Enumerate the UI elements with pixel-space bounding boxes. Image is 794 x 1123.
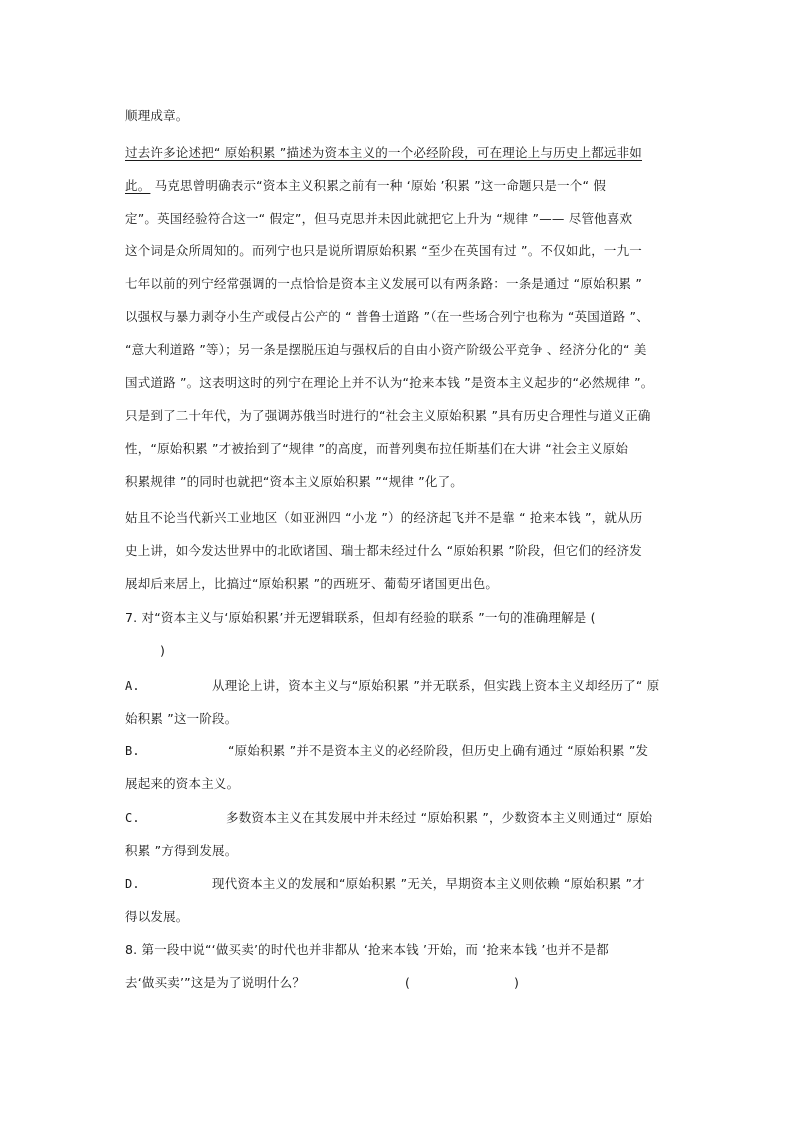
option-a-text: 从理论上讲，资本主义与“原始积累 ”并无联系，但实践上资本主义却经历了“ 原 [212, 678, 660, 693]
passage-line: 展却后来居上，比搞过“原始积累 ”的西班牙、葡萄牙诸国更出色。 [125, 576, 499, 591]
passage-line: 以强权与暴力剥夺小生产或侵占公产的 “ 普鲁士道路 ”（在一些场合列宁也称为 “英国道路 ”、 [125, 309, 649, 324]
passage-line: 定”。英国经验符合这一“ 假定”，但马克思并未因此就把它上升为 “规律 ”—— 尽管他喜欢 [125, 211, 633, 226]
option-d [125, 876, 140, 892]
question-8-blank-open: ( [405, 975, 411, 990]
option-c-letter: C. [125, 811, 140, 825]
option-b-text-cont: 展起来的资本主义。 [125, 776, 240, 791]
passage-line: “意大利道路 ”等）；另一条是摆脱压迫与强权后的自由小资产阶级公平竞争 、经济分化的“ 美 [125, 342, 647, 357]
question-8-stem: 8. 第一段中说“‘做买卖’的时代也并非都从 ‘抢来本钱 ’开始，而 ‘抢来本钱 ’也并不是都 [125, 942, 610, 957]
passage-line: 史上讲，如今发达世界中的北欧诸国、瑞士都未经过什么 “原始积累 ”阶段，但它们的经济发 [125, 543, 643, 558]
passage-line: 这个词是众所周知的。而列宁也只是说所谓原始积累 “至少在英国有过 ”。不仅如此，一九一 [125, 243, 643, 258]
passage-paragraph-1-line-1 [125, 145, 642, 161]
passage-line: 性，“原始积累 ”才被抬到了“规律 ”的高度，而普列奥布拉任斯基们在大讲 “社会主义原始 [125, 441, 629, 456]
option-a-letter: A. [125, 679, 140, 693]
question-7-stem: 7. 对“资本主义与‘原始积累’并无逻辑联系，但却有经验的联系 ”一句的准确理解是 ( [125, 610, 596, 625]
passage-text: 马克思曾明确表示“资本主义积累之前有一种 ‘原始 ’积累 ”这一命题只是一个“ 假 [150, 178, 607, 193]
option-d-letter: D. [125, 877, 140, 891]
option-d-text: 现代资本主义的发展和“原始积累 ”无关，早期资本主义则依赖 “原始积累 ”才 [212, 876, 645, 891]
passage-line: 七年以前的列宁经常强调的一点恰恰是资本主义发展可以有两条路：一条是通过 “原始积累 ” [125, 276, 643, 291]
option-b-text: “原始积累 ”并不是资本主义的必经阶段，但历史上确有通过 “原始积累 ”发 [228, 743, 649, 758]
question-8-stem-cont: 去‘做买卖’”这是为了说明什么？ [125, 975, 306, 990]
passage-line: 顺理成章。 [125, 108, 189, 123]
passage-paragraph-1-line-2 [125, 178, 606, 194]
option-c-text-cont: 积累 ”方得到发展。 [125, 843, 238, 858]
question-8-blank-close: ) [514, 975, 520, 990]
option-b-letter: B. [125, 744, 140, 758]
underlined-sentence-end: 此。 [125, 178, 151, 193]
underlined-sentence: 过去许多论述把“ 原始积累 ”描述为资本主义的一个必经阶段，可在理论上与历史上都远非如 [125, 145, 643, 160]
option-d-text-cont: 得以发展。 [125, 909, 189, 924]
option-a-text-cont: 始积累 ”这一阶段。 [125, 711, 238, 726]
passage-line: 积累规律 ”的同时也就把“资本主义原始积累 ”“规律 ”化了。 [125, 474, 464, 489]
passage-line: 只是到了二十年代，为了强调苏俄当时进行的“社会主义原始积累 ”具有历史合理性与道义正确 [125, 408, 651, 423]
option-b [125, 743, 140, 759]
passage-line: 姑且不论当代新兴工业地区（如亚洲四 “小龙 ”）的经济起飞并不是靠 “ 抢来本钱 ”，就从历 [125, 510, 643, 525]
question-7-answer-blank: ) [160, 643, 166, 658]
option-c [125, 810, 140, 826]
passage-line: 国式道路 ”。这表明这时的列宁在理论上并不认为“抢来本钱 ”是资本主义起步的“必然规律 ”。 [125, 375, 654, 390]
option-c-text: 多数资本主义在其发展中并未经过 “原始积累 ”，少数资本主义则通过“ 原始 [226, 810, 653, 825]
option-a [125, 678, 140, 694]
